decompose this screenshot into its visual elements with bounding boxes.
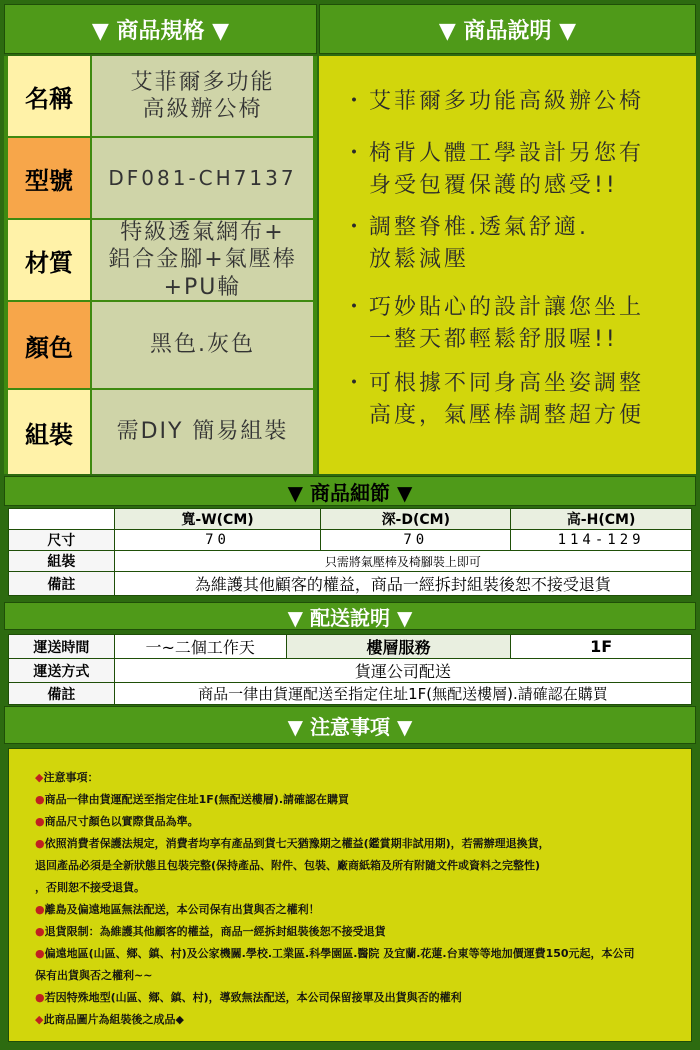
description-text: 椅背人體工學設計另您有 身受包覆保護的感受!!: [369, 141, 645, 198]
spec-value: [92, 220, 313, 300]
spec-header: ▼ 商品規格 ▼: [4, 4, 317, 54]
spec-value-line: 艾菲爾多功能: [130, 69, 275, 95]
assembly-label: 組裝: [9, 551, 115, 572]
spec-label: 組裝: [8, 390, 90, 474]
notice-text: 依照消費者保護法規定，消費者均享有產品到貨七天猶豫期之權益(鑑賞期非試用期)，若需辦理退換貨，: [44, 837, 550, 850]
notice-text: 偏遠地區(山區、鄉、鎮、村)及公家機關.學校.工業區.科學園區.醫院 及宜蘭.花蓮.台東等等地加價運費150元起，本公司: [44, 947, 635, 960]
spec-value: [92, 56, 313, 136]
detail-note-value: 為維護其他顧客的權益，商品一經拆封組裝後恕不接受退貨: [114, 572, 691, 596]
notice-item: [35, 921, 665, 943]
spec-value-line: 黑色.灰色: [150, 332, 255, 358]
notice-text: 商品一律由貨運配送至指定住址1F(無配送樓層).請確認在購買: [44, 793, 350, 806]
spec-label: 名稱: [8, 56, 90, 136]
detail-header: ▼ 商品細節 ▼: [4, 476, 696, 506]
spec-label: 型號: [8, 138, 90, 218]
description-item: [343, 86, 644, 118]
notice-item: [35, 855, 665, 877]
diamond-icon: ◆: [35, 1013, 44, 1026]
time-label: 運送時間: [9, 635, 115, 659]
floor-value: 1F: [511, 635, 692, 659]
notice-text: 商品尺寸顏色以實際貨品為準。: [44, 815, 199, 828]
delivery-table: [8, 634, 692, 705]
dot-icon: ●: [35, 837, 45, 850]
notice-list: [35, 767, 665, 1031]
notice-header: ▼ 注意事項 ▼: [4, 706, 696, 744]
notice-item: [35, 789, 665, 811]
size-label: 尺寸: [9, 530, 115, 551]
description-header: ▼ 商品說明 ▼: [319, 4, 696, 54]
spec-value-line: 特級透氣網布+: [120, 219, 285, 245]
col-depth-header: 深-D(CM): [321, 509, 511, 530]
notice-item: [35, 965, 665, 987]
notice-panel: [8, 748, 692, 1042]
detail-note-label: 備註: [9, 572, 115, 596]
notice-text: 退回產品必須是全新狀態且包裝完整(保持產品、附件、包裝、廠商紙箱及所有附隨文件或資料之完整性): [35, 859, 541, 872]
assembly-value: 只需將氣壓棒及椅腳裝上即可: [114, 551, 691, 572]
notice-item: [35, 877, 665, 899]
description-item: [343, 368, 644, 432]
description-text: 調整脊椎.透氣舒適. 放鬆減壓: [369, 215, 589, 272]
description-text: 可根據不同身高坐姿調整 高度，氣壓棒調整超方便: [369, 371, 645, 428]
notice-text: 離島及偏遠地區無法配送，本公司保有出貨與否之權利！: [44, 903, 320, 916]
width-value: 70: [114, 530, 321, 551]
spec-value: [92, 390, 313, 474]
bullet-dot-icon: ・: [343, 295, 369, 320]
method-value: 貨運公司配送: [114, 659, 691, 683]
delivery-note-label: 備註: [9, 683, 115, 705]
description-item: [343, 138, 644, 202]
dot-icon: ●: [35, 947, 45, 960]
spec-value: [92, 138, 313, 218]
delivery-method-row: [9, 659, 692, 683]
col-height-header: 高-H(CM): [511, 509, 692, 530]
description-text: 巧妙貼心的設計讓您坐上 一整天都輕鬆舒服喔!!: [369, 295, 645, 352]
assembly-row: [9, 551, 692, 572]
description-item: [343, 292, 644, 356]
notice-text: 保有出貨與否之權利~~: [35, 969, 153, 982]
detail-col-header-row: [9, 509, 692, 530]
spec-value-line: 需DIY 簡易組裝: [116, 419, 289, 445]
delivery-time-row: [9, 635, 692, 659]
spec-value-line: +PU輪: [163, 274, 242, 300]
dot-icon: ●: [35, 991, 45, 1004]
delivery-header: ▼ 配送說明 ▼: [4, 602, 696, 630]
spec-value: [92, 302, 313, 388]
detail-note-row: [9, 572, 692, 596]
spec-label: 顏色: [8, 302, 90, 388]
notice-item: [35, 833, 665, 855]
description-panel: [319, 56, 696, 474]
notice-text: 此商品圖片為組裝後之成品◆: [43, 1013, 184, 1026]
notice-text: 退貨限制：為維護其他顧客的權益，商品一經拆封組裝後恕不接受退貨: [44, 925, 386, 938]
bullet-dot-icon: ・: [343, 141, 369, 166]
dot-icon: ●: [35, 903, 45, 916]
floor-label: 樓層服務: [286, 635, 511, 659]
bullet-dot-icon: ・: [343, 89, 369, 114]
diamond-icon: ◆: [35, 771, 44, 784]
bullet-dot-icon: ・: [343, 215, 369, 240]
notice-text: ，否則恕不接受退貨。: [35, 881, 145, 894]
spec-value-line: 高級辦公椅: [142, 97, 263, 122]
detail-table: [8, 508, 692, 596]
notice-item: [35, 899, 665, 921]
method-label: 運送方式: [9, 659, 115, 683]
size-row: [9, 530, 692, 551]
notice-item: [35, 1009, 665, 1031]
spec-value-line: 鋁合金腳+氣壓棒: [108, 247, 297, 273]
description-text: 艾菲爾多功能高級辦公椅: [369, 89, 645, 114]
dot-icon: ●: [35, 925, 45, 938]
notice-text: 若因特殊地型(山區、鄉、鎮、村)，導致無法配送，本公司保留接單及出貨與否的權利: [44, 991, 462, 1004]
delivery-note-value: 商品一律由貨運配送至指定住址1F(無配送樓層).請確認在購買: [114, 683, 691, 705]
detail-corner: [9, 509, 115, 530]
col-width-header: 寬-W(CM): [114, 509, 321, 530]
height-value: 114-129: [511, 530, 692, 551]
spec-label: 材質: [8, 220, 90, 300]
delivery-note-row: [9, 683, 692, 705]
time-value: 一~二個工作天: [114, 635, 286, 659]
bullet-dot-icon: ・: [343, 371, 369, 396]
description-item: [343, 212, 589, 276]
notice-item: [35, 767, 665, 789]
notice-item: [35, 943, 665, 965]
spec-value-line: DF081-CH7137: [108, 165, 297, 190]
notice-item: [35, 987, 665, 1009]
depth-value: 70: [321, 530, 511, 551]
notice-item: [35, 811, 665, 833]
notice-text: 注意事項：: [43, 771, 99, 784]
dot-icon: ●: [35, 815, 45, 828]
dot-icon: ●: [35, 793, 45, 806]
